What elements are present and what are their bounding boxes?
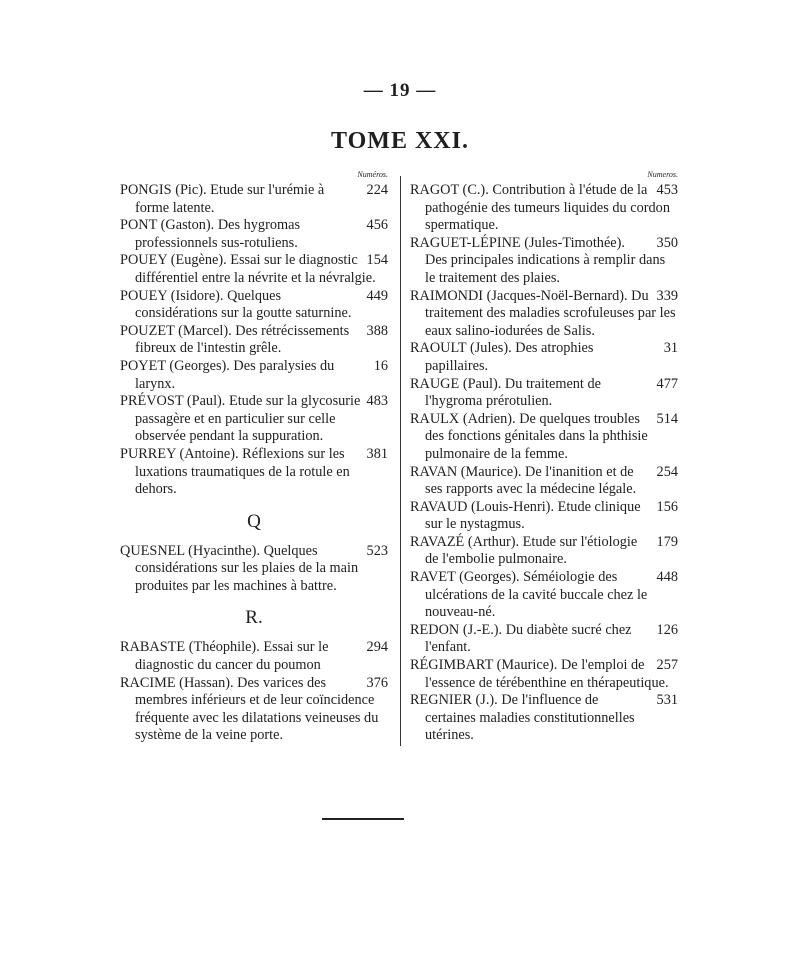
entry-page-number: 179 (656, 533, 678, 550)
entry-text: QUESNEL (Hyacinthe). Quelques considérations sur les plaies de la main produites par les machines à battre. (120, 542, 359, 594)
entry-page-number: 350 (656, 234, 678, 251)
index-entry (410, 182, 678, 235)
entry-text: RAVAZÉ (Arthur). Etude sur l'étiologie de l'embolie pulmonaire. (410, 533, 638, 568)
numeros-header: Numéros. (357, 170, 388, 179)
entry-page-number: 16 (373, 357, 388, 374)
entry-page-number: 448 (656, 569, 678, 586)
index-entry (410, 235, 678, 288)
index-entry (410, 464, 678, 499)
entry-text: POUZET (Marcel). Des rétrécissements fibreux de l'intestin grêle. (120, 322, 350, 357)
index-entry (410, 622, 678, 657)
entry-page-number: 224 (366, 182, 388, 198)
entry-text: RÉGIMBART (Maurice). De l'emploi de l'essence de térébenthine en thérapeutique. (410, 657, 669, 691)
column-divider (400, 176, 401, 746)
index-entry (410, 499, 678, 534)
entry-text: POUEY (Eugène). Essai sur le diagnostic différentiel entre la névrite et la névralgie. (120, 252, 376, 286)
entry-text: PURREY (Antoine). Réflexions sur les luxations traumatiques de la rotule en dehors. (120, 445, 350, 498)
entry-text: RAIMONDI (Jacques-Noël-Bernard). Du traitement des maladies scrofuleuses par les eaux salino-iodurées de Salis. (410, 287, 676, 339)
entry-page-number: 449 (366, 287, 388, 304)
entry-text: PONGIS (Pic). Etude sur l'urémie à forme latente. (120, 182, 325, 216)
entry-text: RAUGE (Paul). Du traitement de l'hygroma prérotulien. (410, 375, 601, 410)
entry-text: PRÉVOST (Paul). Etude sur la glycosurie passagère et en particulier sur celle observée pendant la suppuration. (120, 393, 361, 445)
entry-page-number: 523 (366, 542, 388, 559)
right-column (410, 168, 678, 745)
index-entry (120, 393, 388, 446)
entry-page-number: 456 (366, 217, 388, 234)
entries-r (120, 639, 388, 745)
entry-page-number: 381 (366, 445, 388, 462)
entry-text: RAGOT (C.). Contribution à l'étude de la pathogénie des tumeurs liquides du cordon spermatique. (410, 182, 670, 234)
section-letter-r: R. (245, 607, 263, 629)
index-entry (410, 411, 678, 464)
entry-page-number: 126 (656, 621, 678, 638)
entry-page-number: 376 (366, 674, 388, 691)
entry-text: RAVET (Georges). Séméiologie des ulcérations de la cavité buccale chez le nouveau-né. (410, 569, 648, 621)
entry-page-number: 257 (656, 657, 678, 674)
numeros-header: Numeros. (647, 170, 678, 179)
entry-page-number: 339 (656, 287, 678, 304)
entry-text: RACIME (Hassan). Des varices des membres inférieurs et de leur coïncidence fréquente avec les dilatations veineuses du système de la veine porte. (120, 674, 379, 744)
index-entry (120, 217, 388, 252)
entry-text: RAULX (Adrien). De quelques troubles des fonctions génitales dans la phthisie pulmonaire de la femme. (410, 410, 648, 462)
entry-page-number: 388 (366, 322, 388, 339)
entries-p (120, 182, 388, 499)
index-entry (120, 323, 388, 358)
index-entry (120, 543, 388, 596)
entry-page-number: 156 (656, 498, 678, 515)
page-number: — 19 — (363, 80, 437, 101)
index-entry (120, 288, 388, 323)
index-entry (410, 569, 678, 622)
index-entry (120, 675, 388, 745)
index-entry (120, 358, 388, 393)
entry-text: POUEY (Isidore). Quelques considérations sur la goutte saturnine. (120, 287, 352, 322)
entry-text: RAGUET-LÉPINE (Jules-Timothée). Des principales indications à remplir dans le traitement des plaies. (410, 234, 666, 286)
entry-page-number: 483 (366, 393, 388, 410)
closing-rule (322, 818, 404, 820)
tome-title: TOME XXI. (331, 128, 469, 154)
entry-text: PONT (Gaston). Des hygromas professionnels sus-rotuliens. (120, 217, 301, 251)
index-entry (410, 376, 678, 411)
section-letter-q: Q (247, 510, 261, 532)
entries-right (410, 182, 678, 745)
entry-page-number: 294 (366, 639, 388, 656)
entry-text: REGNIER (J.). De l'influence de certaines maladies constitutionnelles utérines. (410, 692, 635, 744)
entry-page-number: 477 (656, 375, 678, 392)
entry-text: RAOULT (Jules). Des atrophies papillaires. (410, 340, 594, 374)
entry-text: POYET (Georges). Des paralysies du larynx. (120, 357, 335, 392)
entry-text: REDON (J.-E.). Du diabète sucré chez l'enfant. (410, 621, 632, 656)
entry-page-number: 254 (656, 463, 678, 480)
index-entry (120, 446, 388, 499)
entry-page-number: 154 (366, 252, 388, 269)
index-entry (410, 288, 678, 341)
entry-page-number: 514 (656, 410, 678, 427)
index-entry (410, 340, 678, 375)
entry-page-number: 31 (663, 340, 678, 357)
entry-text: RAVAUD (Louis-Henri). Etude clinique sur le nystagmus. (410, 498, 641, 533)
entry-page-number: 531 (656, 692, 678, 709)
entries-q (120, 543, 388, 596)
entry-page-number: 453 (656, 182, 678, 198)
index-entry (120, 182, 388, 217)
index-entry (120, 639, 388, 674)
index-entry (410, 692, 678, 745)
index-entry (410, 534, 678, 569)
entry-text: RAVAN (Maurice). De l'inanition et de ses rapports avec la médecine légale. (410, 463, 637, 498)
index-entry (410, 657, 678, 692)
entry-text: RABASTE (Théophile). Essai sur le diagnostic du cancer du poumon (120, 639, 329, 674)
left-column (120, 168, 388, 745)
index-entry (120, 252, 388, 287)
